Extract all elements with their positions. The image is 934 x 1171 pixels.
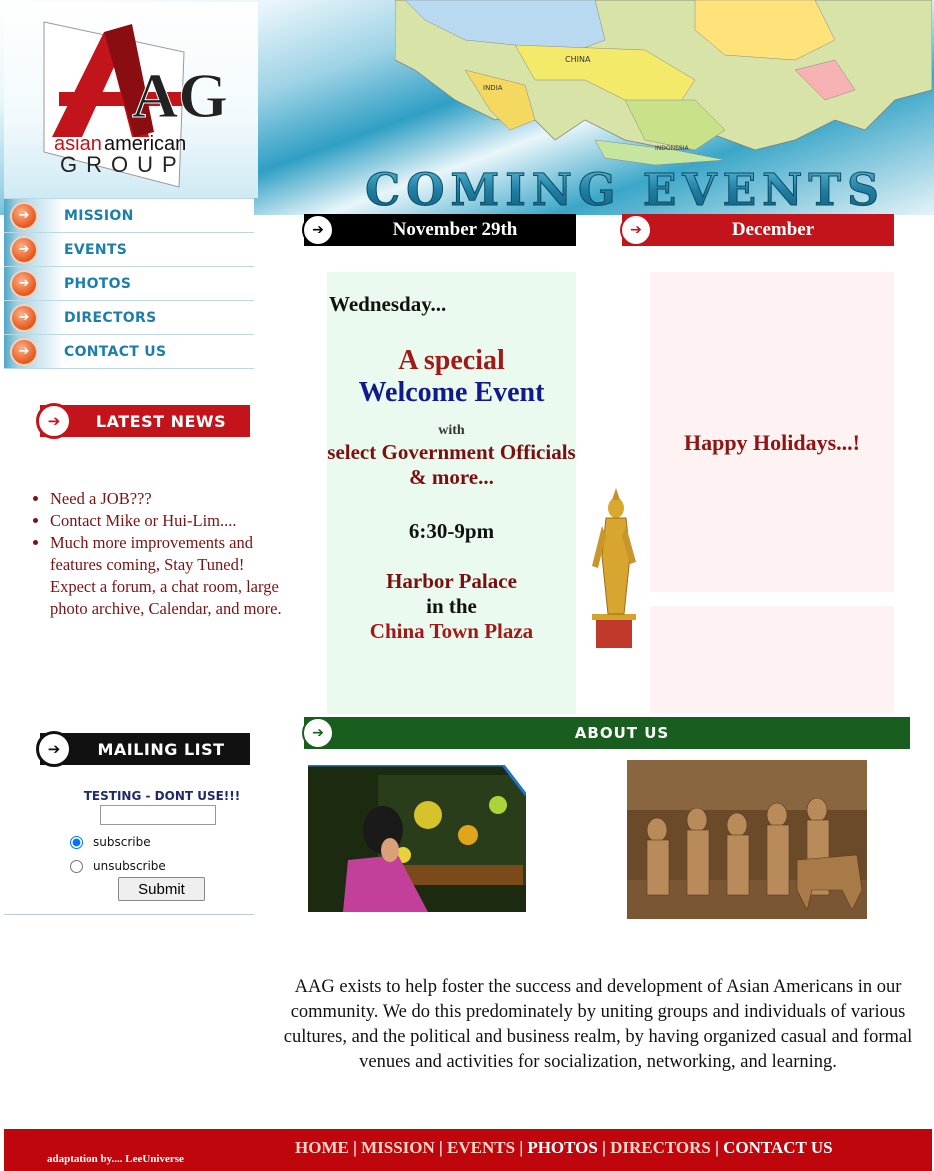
event-special: A special <box>398 345 505 376</box>
nav-item-photos[interactable] <box>4 266 254 300</box>
list-item: • Much more improvements and features coming, Stay Tuned! Expect a forum, a chat room, large photo archive, Calendar, and more. <box>50 532 288 620</box>
nav-item-contact-us[interactable] <box>4 334 254 369</box>
event-title: Welcome Event <box>358 377 545 408</box>
nav-item-events[interactable] <box>4 232 254 266</box>
unsubscribe-radio[interactable] <box>70 860 83 873</box>
submit-button[interactable]: Submit <box>118 877 205 901</box>
december-event-header <box>622 214 894 246</box>
nav-item-label: CONTACT US <box>64 343 167 360</box>
december-message: Happy Holidays...! <box>683 430 861 455</box>
svg-text:AG: AG <box>132 60 228 131</box>
painting-photo <box>308 765 526 912</box>
svg-text:CHINA: CHINA <box>565 55 591 64</box>
terracotta-warriors-photo <box>627 760 867 919</box>
unsubscribe-label: unsubscribe <box>93 859 166 873</box>
asia-map <box>395 0 932 168</box>
footer-link-directors[interactable]: DIRECTORS <box>610 1138 711 1157</box>
subscribe-label: subscribe <box>93 835 151 849</box>
footer-link-events[interactable]: EVENTS <box>447 1138 516 1157</box>
event-in-the: in the <box>426 594 477 618</box>
footer-credit: adaptation by.... LeeUniverse <box>47 1153 184 1165</box>
december-event-box <box>650 272 894 713</box>
nav-item-label: EVENTS <box>64 241 128 258</box>
november-header-title: November 29th <box>392 219 518 240</box>
footer-separator: | <box>434 1138 448 1157</box>
svg-text:american: american <box>104 133 187 155</box>
footer-link-mission[interactable]: MISSION <box>361 1138 435 1157</box>
svg-text:INDONESIA: INDONESIA <box>655 145 689 152</box>
list-item: • Contact Mike or Hui-Lim.... <box>50 510 288 532</box>
arrow-right-icon: ➔ <box>302 717 334 749</box>
event-day: Wednesday... <box>329 292 447 316</box>
nav-item-label: MISSION <box>64 207 134 224</box>
svg-text:INDIA: INDIA <box>483 84 503 92</box>
event-location: China Town Plaza <box>369 619 534 643</box>
golden-statue-image <box>586 486 640 648</box>
arrow-right-icon: ➔ <box>12 238 36 262</box>
arrow-right-icon: ➔ <box>36 731 72 767</box>
footer-link-photos[interactable]: PHOTOS <box>527 1138 598 1157</box>
coming-events-banner <box>325 165 925 213</box>
event-time: 6:30-9pm <box>408 519 495 543</box>
december-header-title: December <box>731 219 815 240</box>
svg-text:COMING EVENTS: COMING EVENTS <box>365 165 885 213</box>
unsubscribe-option[interactable] <box>70 859 166 873</box>
svg-text:asian: asian <box>54 133 102 155</box>
email-field[interactable] <box>100 805 216 825</box>
subscribe-option[interactable] <box>70 835 151 849</box>
mailing-list-title: MAILING LIST <box>97 739 225 759</box>
arrow-right-icon: ➔ <box>36 403 72 439</box>
about-text: AAG exists to help foster the success and development of Asian Americans in our community. We do this predominately by uniting groups and individuals of various cultures, and the political and business realm, by having organized casual and formal venues and activities for socialization, networking, and learning. <box>283 977 913 1072</box>
arrow-right-icon: ➔ <box>12 272 36 296</box>
november-event-header <box>304 214 576 246</box>
footer-nav <box>295 1138 833 1158</box>
arrow-right-icon: ➔ <box>12 306 36 330</box>
mailing-list-note: TESTING - DONT USE!!! <box>83 789 241 803</box>
latest-news-title: LATEST NEWS <box>95 411 227 431</box>
logo-graphic <box>4 2 258 198</box>
footer-separator: | <box>597 1138 611 1157</box>
footer-separator: | <box>710 1138 724 1157</box>
arrow-right-icon: ➔ <box>12 204 36 228</box>
divider <box>4 914 254 915</box>
subscribe-radio[interactable] <box>70 836 83 849</box>
nav-item-directors[interactable] <box>4 300 254 334</box>
footer <box>4 1129 932 1171</box>
footer-link-home[interactable]: HOME <box>295 1138 349 1157</box>
logo[interactable] <box>4 2 258 198</box>
arrow-right-icon: ➔ <box>12 340 36 364</box>
svg-text:GROUP: GROUP <box>60 152 186 177</box>
footer-link-contact-us[interactable]: CONTACT US <box>723 1138 833 1157</box>
footer-separator: | <box>348 1138 362 1157</box>
event-with: with <box>438 423 465 438</box>
november-event-box <box>327 272 576 714</box>
about-us-title: ABOUT US <box>574 724 670 742</box>
arrow-right-icon: ➔ <box>302 214 334 246</box>
left-nav <box>4 198 254 369</box>
event-guests: select Government Officials & more... <box>327 440 576 489</box>
event-venue: Harbor Palace <box>386 569 517 593</box>
mailing-list-banner <box>40 733 250 765</box>
news-list <box>22 488 288 620</box>
divider <box>650 592 894 606</box>
arrow-right-icon: ➔ <box>620 214 652 246</box>
list-item: • Need a JOB??? <box>50 488 288 510</box>
nav-item-mission[interactable] <box>4 198 254 232</box>
footer-separator: | <box>515 1138 528 1157</box>
about-us-header <box>304 717 910 749</box>
nav-item-label: DIRECTORS <box>64 309 157 326</box>
latest-news-banner <box>40 405 250 437</box>
nav-item-label: PHOTOS <box>64 275 132 292</box>
